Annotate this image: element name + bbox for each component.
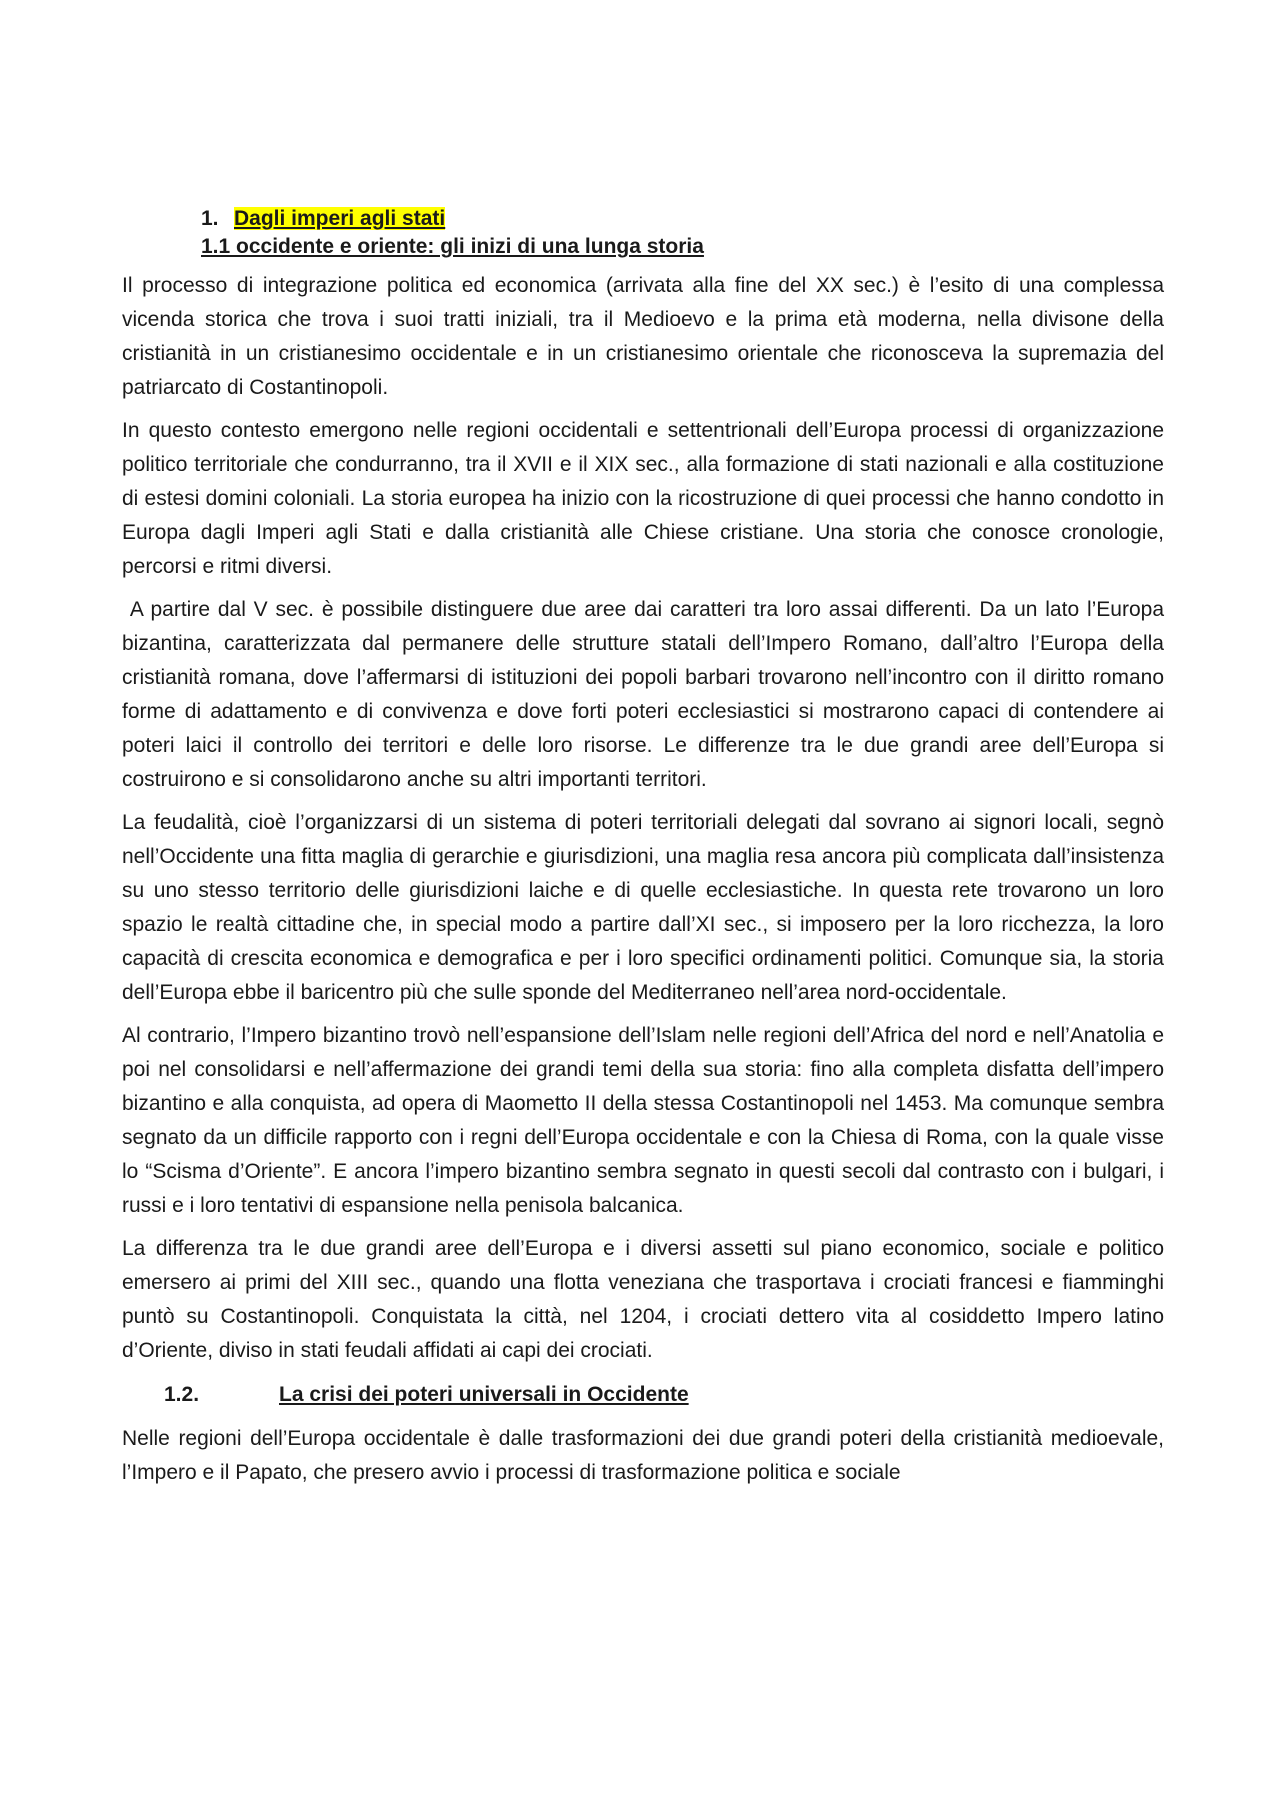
paragraph-2: In questo contesto emergono nelle regioni occidentali e settentrionali dell’Europa processi di organizzazione politico territoriale che condurranno, tra il XVII e il XIX sec., alla formazione di stati nazionali e alla costituzione di estesi domini coloniali. La storia europea ha inizio con la ricostruzione di quei processi che hanno condotto in Europa dagli Imperi agli Stati e dalla cristianità alle Chiese cristiane. Una storia che conosce cronologie, percorsi e ritmi diversi.: [122, 419, 1164, 578]
paragraph-7: Nelle regioni dell’Europa occidentale è dalle trasformazioni dei due grandi poteri della cristianità medioevale, l’Impero e il Papato, che presero avvio i processi di trasformazione politica e sociale: [122, 1427, 1164, 1484]
heading-2: 1.1 occidente e oriente: gli inizi di una lunga storia: [201, 235, 704, 258]
heading-3-number: 1.2.: [164, 1383, 200, 1406]
heading-1-number: 1.: [201, 207, 219, 230]
document-content: [122, 205, 1170, 1499]
paragraph-6: La differenza tra le due grandi aree dell’Europa e i diversi assetti sul piano economico, sociale e politico emersero ai primi del XIII sec., quando una flotta veneziana che trasportava i crociati francesi e fiamminghi puntò su Costantinopoli. Conquistata la città, nel 1204, i crociati dettero vita al cosiddetto Impero latino d’Oriente, diviso in stati feudali affidati ai capi dei crociati.: [122, 1237, 1164, 1362]
paragraph-4: La feudalità, cioè l’organizzarsi di un sistema di poteri territoriali delegati dal sovrano ai signori locali, segnò nell’Occidente una fitta maglia di gerarchie e giurisdizioni, una maglia resa ancora più complicata dall’insistenza su uno stesso territorio delle giurisdizioni laiche e di quelle ecclesiastiche. In questa rete trovarono un loro spazio le realtà cittadine che, in special modo a partire dall’XI sec., si imposero per la loro ricchezza, la loro capacità di crescita economica e demografica e per i loro specifici ordinamenti politici. Comunque sia, la storia dell’Europa ebbe il baricentro più che sulle sponde del Mediterraneo nell’area nord-occidentale.: [122, 811, 1164, 1004]
heading-3-title: La crisi dei poteri universali in Occidente: [279, 1383, 689, 1406]
paragraph-1: Il processo di integrazione politica ed economica (arrivata alla fine del XX sec.) è l’esito di una complessa vicenda storica che trova i suoi tratti iniziali, tra il Medioevo e la prima età moderna, nella divisone della cristianità in un cristianesimo occidentale e in un cristianesimo orientale che riconosceva la supremazia del patriarcato di Costantinopoli.: [122, 274, 1164, 399]
paragraph-3: A partire dal V sec. è possibile distinguere due aree dai caratteri tra loro assai differenti. Da un lato l’Europa bizantina, caratterizzata dal permanere delle strutture statali dell’Impero Romano, dall’altro l’Europa della cristianità romana, dove l’affermarsi di istituzioni dei popoli barbari trovarono nell’incontro con il diritto romano forme di adattamento e di convivenza e dove forti poteri ecclesiastici si mostrarono capaci di contendere ai poteri laici il controllo dei territori e delle loro risorse. Le differenze tra le due grandi aree dell’Europa si costruirono e si consolidarono anche su altri importanti territori.: [122, 598, 1170, 791]
heading-1-title: Dagli imperi agli stati: [234, 207, 446, 230]
heading-1: [201, 205, 1164, 233]
heading-3: [164, 1380, 1164, 1410]
paragraph-5: Al contrario, l’Impero bizantino trovò nell’espansione dell’Islam nelle regioni dell’Africa del nord e nell’Anatolia e poi nel consolidarsi e nell’affermazione dei grandi temi della sua storia: fino alla completa disfatta dell’impero bizantino e alla conquista, ad opera di Maometto II della stessa Costantinopoli nel 1453. Ma comunque sembra segnato da un difficile rapporto con i regni dell’Europa occidentale e con la Chiesa di Roma, con la quale visse lo “Scisma d’Oriente”. E ancora l’impero bizantino sembra segnato in questi secoli dal contrasto con i bulgari, i russi e i loro tentativi di espansione nella penisola balcanica.: [122, 1024, 1164, 1217]
